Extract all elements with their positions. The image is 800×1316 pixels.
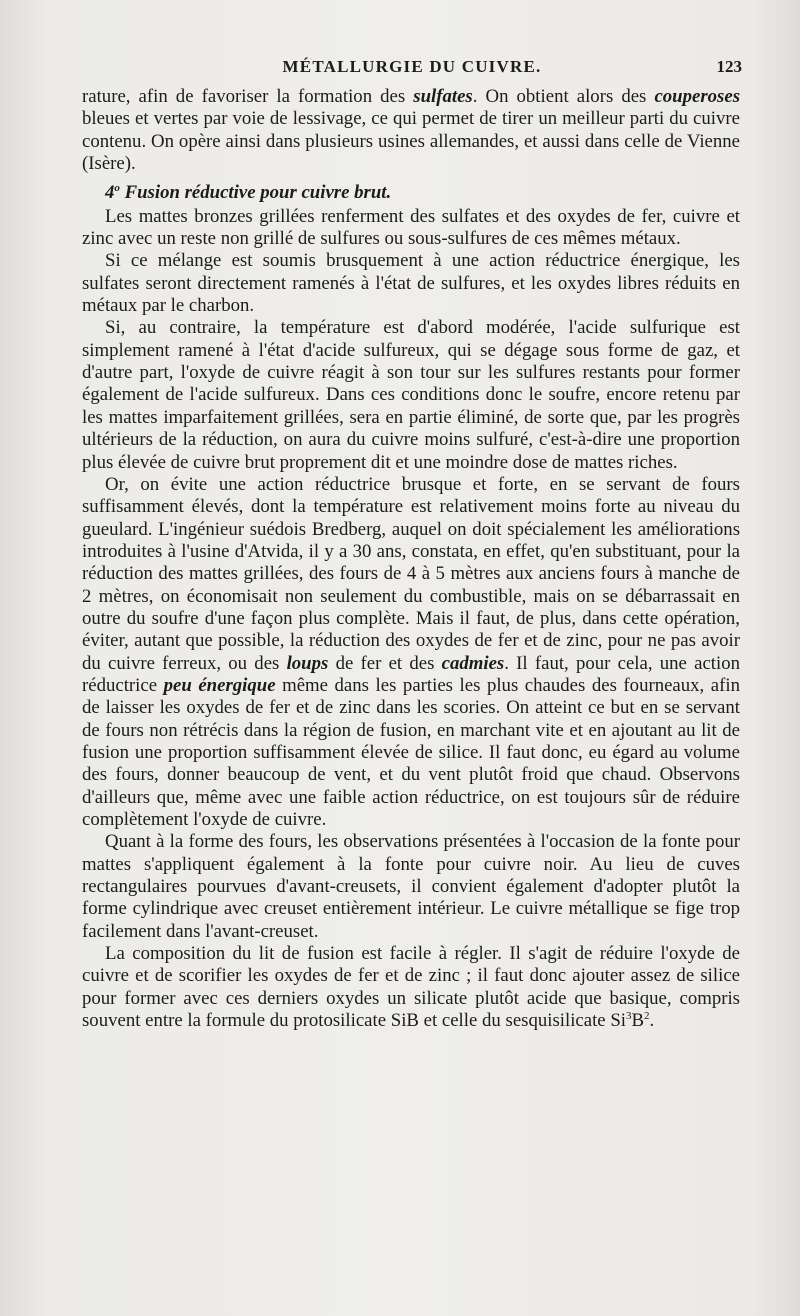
paragraph — [82, 943, 740, 1032]
italic-term-sulfates: sulfates — [413, 86, 473, 107]
formula-superscript: 2 — [644, 1010, 650, 1023]
paragraph: Quant à la forme des fours, les observations présentées à l'occasion de la fonte pour mattes s'appliquent également à la fonte pour cuivre noir. Au lieu de cuves rectangulaires pourvues d'avant-creusets, il convient également d'adopter plutôt la forme cylindrique avec creuset entièrement intérieur. Le cuivre métallique se fige trop facilement dans l'avant-creuset. — [82, 831, 740, 942]
paragraph-continuation — [82, 86, 740, 175]
paragraph — [82, 474, 740, 832]
text-span: Or, on évite une action réductrice brusque et forte, en se servant de fours suffisamment élevés, dont la température est relativement moins forte au niveau du gueulard. L'ingénieur suédois Bredberg, auquel on doit spécialement les améliorations introduites à l'usine d'Atvida, il y a 30 ans, constata, en effet, qu'en substituant, pour la réduction des mattes grillées, des fours de 4 à 5 mètres aux anciens fours à manche de 2 mètres, on économisait non seulement du combustible, mais on se débarrassait en outre du soufre d'une façon plus complète. Mais il faut, de plus, dans cette opération, éviter, autant que possible, la réduction des oxydes de fer et de zinc, pour ne pas avoir du cuivre ferreux, ou des — [82, 473, 740, 674]
paragraph: Les mattes bronzes grillées renferment des sulfates et des oxydes de fer, cuivre et zinc avec un reste non grillé de sulfures ou sous-sulfures de ces mêmes métaux. — [82, 205, 740, 250]
body-text — [82, 86, 740, 1032]
text-span: La composition du lit de fusion est facile à régler. Il s'agit de réduire l'oxyde de cuivre et de scorifier les oxydes de fer et de zinc ; il faut donc ajouter assez de silice pour former avec ces derniers oxydes un silicate plutôt acide que basique, compris souvent entre la formule du protosilicate SiB et celle du sesquisilicate Si — [82, 943, 740, 1032]
running-title: MÉTALLURGIE DU CUIVRE. — [282, 57, 542, 76]
heading-text: Fusion réductive pour cuivre brut. — [119, 182, 392, 204]
text-span: . — [649, 1010, 655, 1032]
text-span: rature, afin de favoriser la formation des — [82, 86, 406, 107]
section-heading — [82, 182, 740, 204]
formula-superscript: 3 — [626, 1010, 632, 1023]
text-span: de fer et des — [328, 652, 435, 674]
paragraph: Si ce mélange est soumis brusquement à une action réductrice énergique, les sulfates seront directement ramenés à l'état de sulfures, et les oxydes libres réduits en métaux par le charbon. — [82, 250, 740, 317]
text-span: même dans les parties les plus chaudes des fourneaux, afin de laisser les oxydes de fer et de zinc dans les scories. On atteint ce but en se servant de fours non rétrécis dans la région de fusion, en marchant vite et en ajoutant au lit de fusion une proportion suffisamment élevée de silice. Il faut donc, eu égard au volume des fours, donner beaucoup de vent, et du vent plutôt froid que chaud. Observons d'ailleurs que, même avec une faible action réductrice, on est toujours sûr de réduire complètement l'oxyde de cuivre. — [82, 674, 740, 830]
paragraph: Si, au contraire, la température est d'abord modérée, l'acide sulfurique est simplement ramené à l'état d'acide sulfureux, qui se dégage sous forme de gaz, et d'autre part, l'oxyde de cuivre réagit à son tour sur les sulfures restants pour former également de l'acide sulfureux. Dans ces conditions donc le soufre, encore retenu par les mattes imparfaitement grillées, sera en partie éliminé, de sorte que, par les progrès ultérieurs de la réduction, on aura du cuivre moins sulfuré, c'est-à-dire une proportion plus élevée de cuivre brut proprement dit et une moindre dose de mattes riches. — [82, 317, 740, 473]
italic-term-peu-energique: peu énergique — [163, 674, 276, 696]
page-number: 123 — [716, 57, 742, 76]
heading-ordinal: o — [114, 182, 120, 195]
running-head — [82, 57, 742, 83]
italic-term-couperoses: couperoses — [654, 86, 741, 107]
text-span: bleues et vertes par voie de lessivage, ce qui permet de tirer un meilleur parti du cuivre contenu. On opère ainsi dans plusieurs usines allemandes, et aussi dans celle de Vienne (Isère). — [82, 108, 740, 175]
italic-term-cadmies: cadmies — [441, 652, 505, 674]
text-span: . Il faut, pour cela, une action réductrice — [82, 652, 740, 696]
text-span: . On obtient alors des — [472, 86, 647, 107]
heading-number: 4 — [105, 182, 115, 204]
formula-text: B — [631, 1010, 645, 1032]
italic-term-loups: loups — [286, 652, 329, 674]
